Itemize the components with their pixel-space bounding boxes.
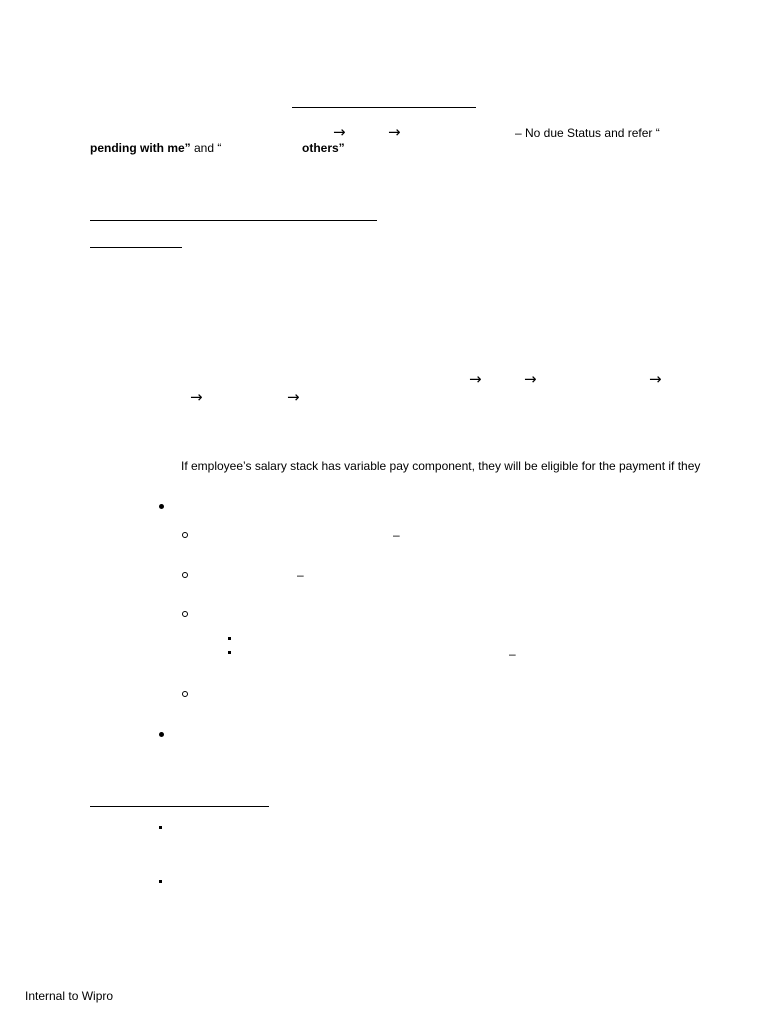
dash-text: – — [393, 528, 400, 542]
variable-pay-text: If employee’s salary stack has variable pay component, they will be eligible for the payment if they — [181, 459, 701, 473]
arrow-icon: → — [287, 388, 300, 406]
bullet-circle-icon — [182, 532, 188, 538]
bullet-square-icon — [228, 651, 231, 654]
heading-underline — [292, 107, 476, 108]
no-due-status-text: – No due Status and refer “ — [515, 126, 660, 140]
and-text: and “ — [190, 141, 222, 155]
others-text: others” — [302, 141, 345, 155]
lower-heading-underline — [90, 806, 269, 807]
bullet-disc-icon — [159, 504, 164, 509]
bullet-circle-icon — [182, 572, 188, 578]
bullet-square-icon — [159, 880, 162, 883]
arrow-icon: → — [388, 123, 401, 141]
bullet-circle-icon — [182, 691, 188, 697]
pending-with-me-text: pending with me” — [90, 141, 191, 155]
bullet-disc-icon — [159, 732, 164, 737]
arrow-icon: → — [190, 388, 203, 406]
arrow-icon: → — [649, 370, 662, 388]
arrow-icon: → — [469, 370, 482, 388]
subsection-heading-underline — [90, 247, 182, 248]
dash-text: – — [297, 568, 304, 582]
footer-classification: Internal to Wipro — [25, 989, 114, 1003]
arrow-icon: → — [524, 370, 537, 388]
arrow-icon: → — [333, 123, 346, 141]
dash-text: – — [509, 647, 516, 661]
bullet-square-icon — [159, 826, 162, 829]
bullet-square-icon — [228, 637, 231, 640]
paragraph-line — [90, 141, 221, 155]
bullet-circle-icon — [182, 611, 188, 617]
section-heading-underline — [90, 220, 377, 221]
